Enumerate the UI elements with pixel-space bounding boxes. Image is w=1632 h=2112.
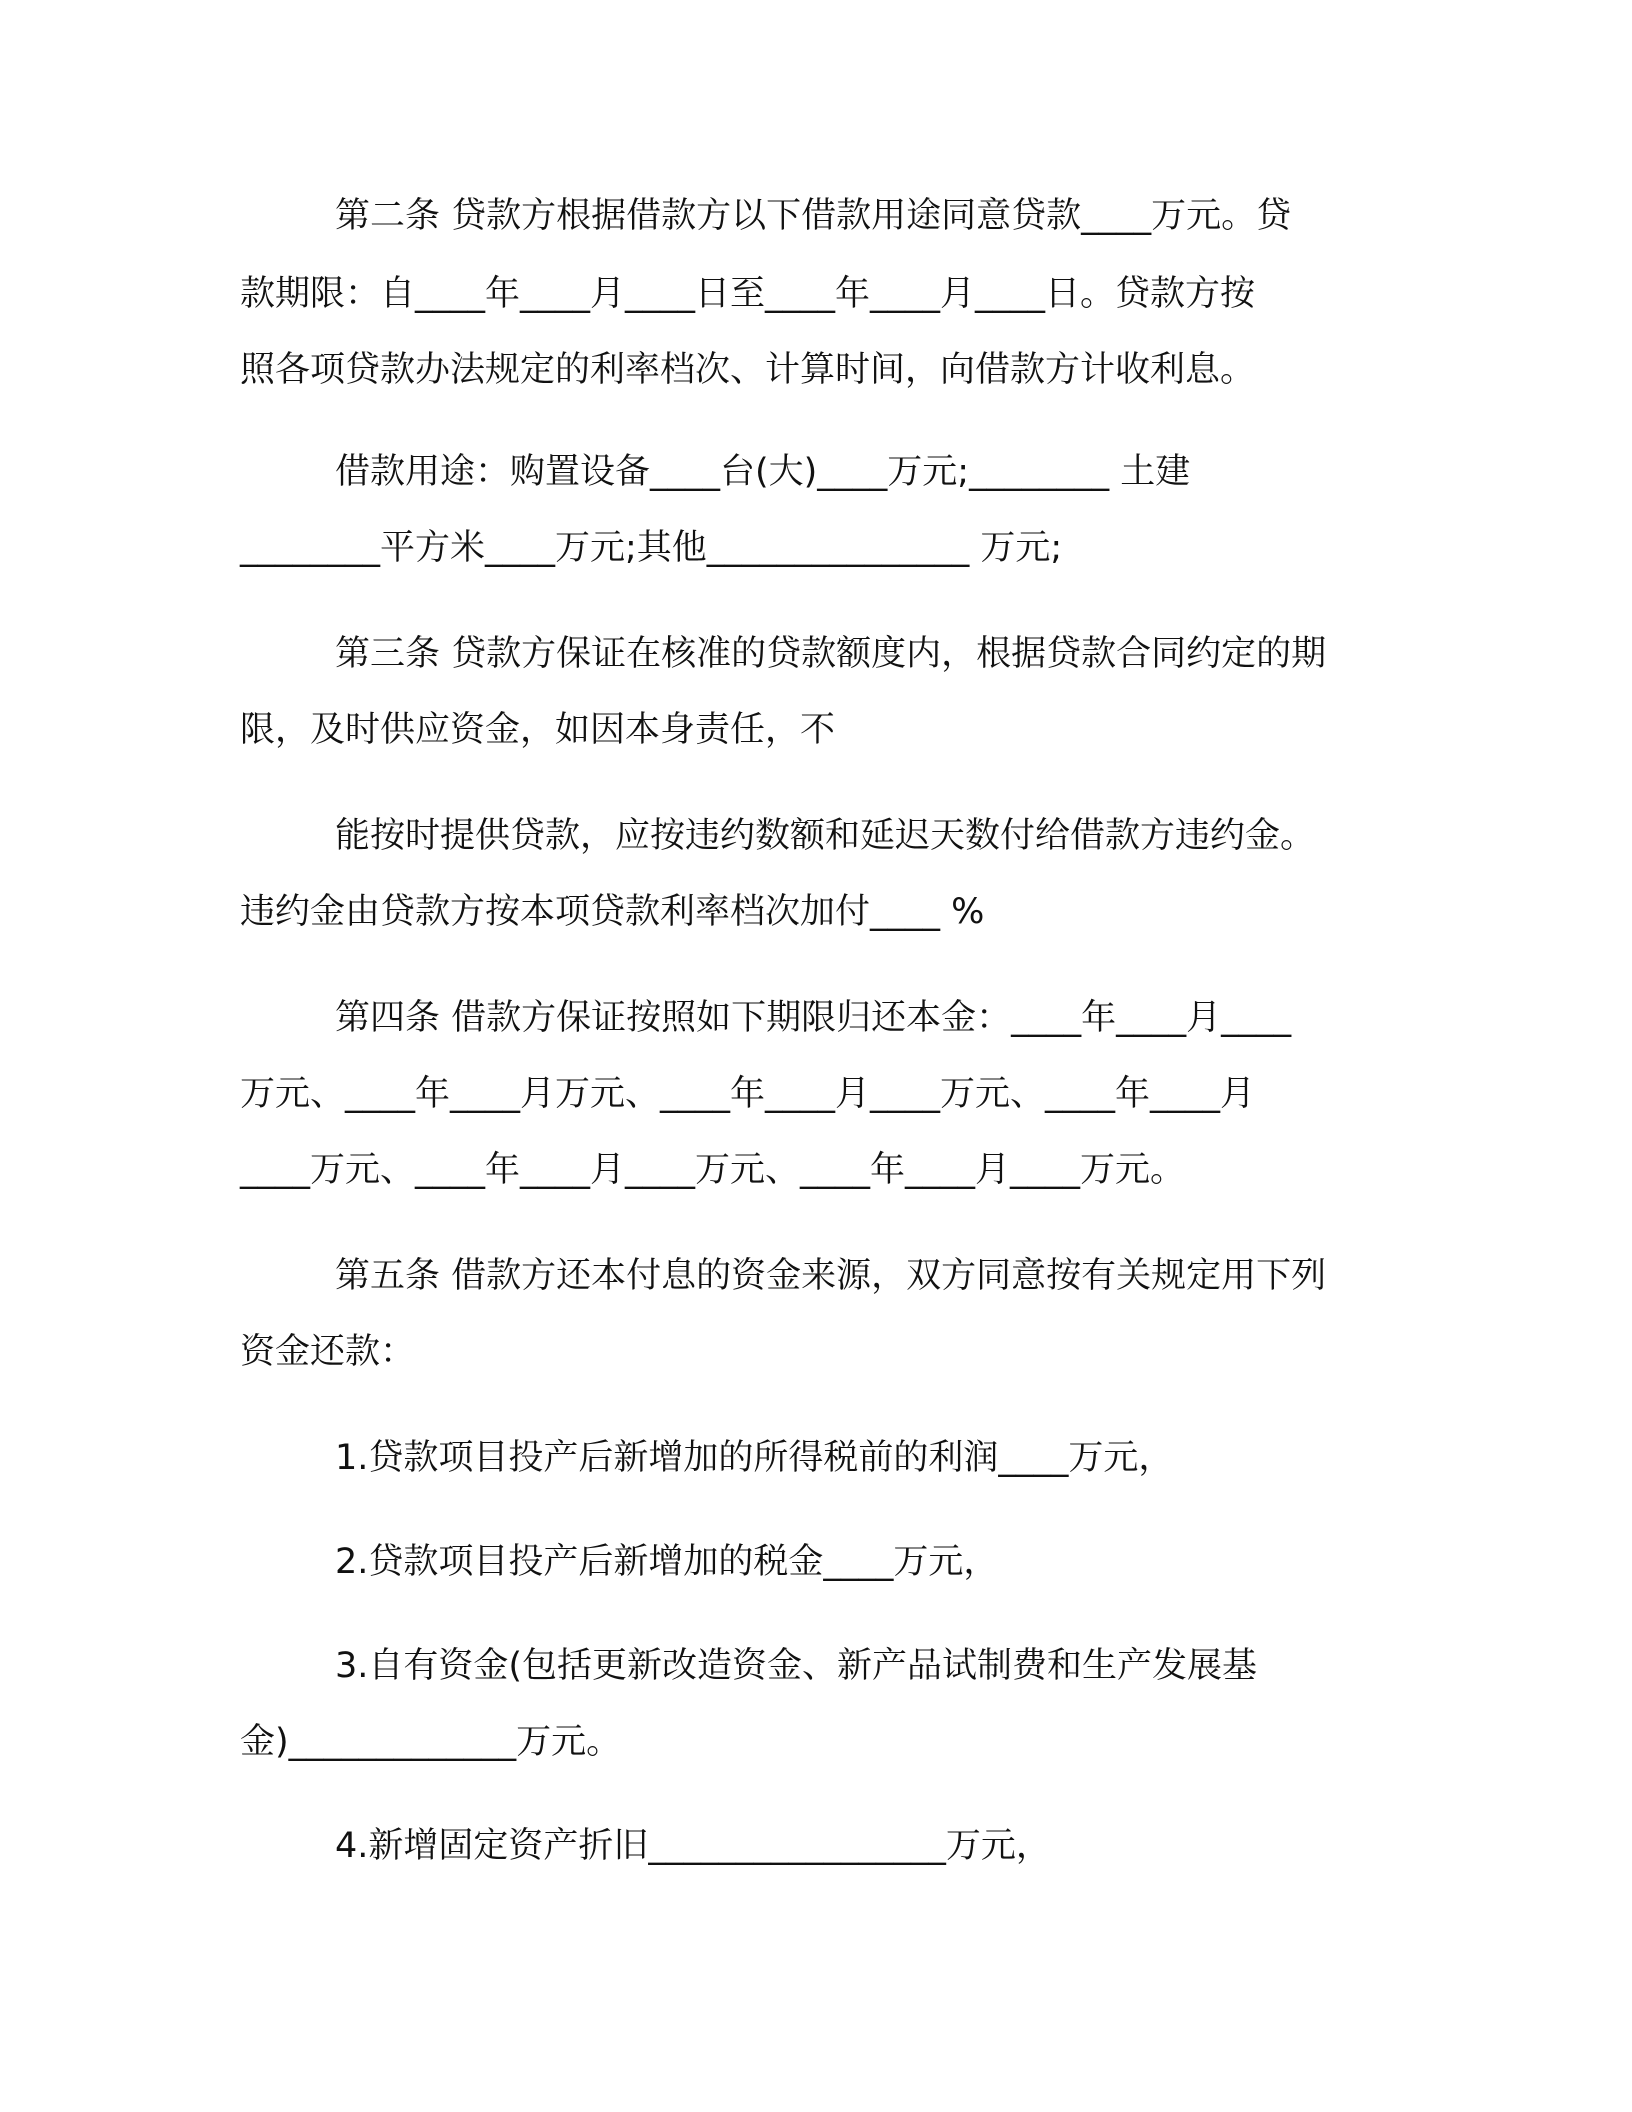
article4-line-2: 万元、____年____月万元、____年____月____万元、____年____月: [240, 1074, 1256, 1114]
article5-item-4: 4.新增固定资产折旧_________________万元，: [335, 1826, 1051, 1866]
article2-line-3: 照各项贷款办法规定的利率档次、计算时间，向借款方计收利息。: [240, 350, 1256, 390]
article5-line-2: 资金还款：: [240, 1332, 416, 1372]
article2-line-1: 第二条 贷款方根据借款方以下借款用途同意贷款____万元。贷: [335, 196, 1292, 236]
article3-line-3: 能按时提供贷款，应按违约数额和延迟天数付给借款方违约金。: [335, 816, 1316, 856]
loan-purpose-line-2: ________平方米____万元;其他_______________ 万元;: [240, 528, 1063, 568]
article4-line-1: 第四条 借款方保证按照如下期限归还本金：____年____月____: [335, 998, 1292, 1038]
article5-line-1: 第五条 借款方还本付息的资金来源，双方同意按有关规定用下列: [335, 1256, 1327, 1296]
article3-line-4: 违约金由贷款方按本项贷款利率档次加付____ %: [240, 892, 985, 932]
article2-line-2: 款期限：自____年____月____日至____年____月____日。贷款方按: [240, 274, 1256, 314]
article3-line-2: 限，及时供应资金，如因本身责任，不: [240, 710, 836, 750]
article3-line-1: 第三条 贷款方保证在核准的贷款额度内，根据贷款合同约定的期: [335, 634, 1327, 674]
article5-item-3: 3.自有资金(包括更新改造资金、新产品试制费和生产发展基: [335, 1646, 1258, 1686]
article5-item-1: 1.贷款项目投产后新增加的所得税前的利润____万元，: [335, 1438, 1174, 1478]
article4-line-3: ____万元、____年____月____万元、____年____月____万元。: [240, 1150, 1186, 1190]
article5-item-3-continued: 金)_____________万元。: [240, 1722, 622, 1762]
loan-purpose-line-1: 借款用途：购置设备____台(大)____万元;________ 土建: [335, 452, 1191, 492]
article5-item-2: 2.贷款项目投产后新增加的税金____万元，: [335, 1542, 999, 1582]
